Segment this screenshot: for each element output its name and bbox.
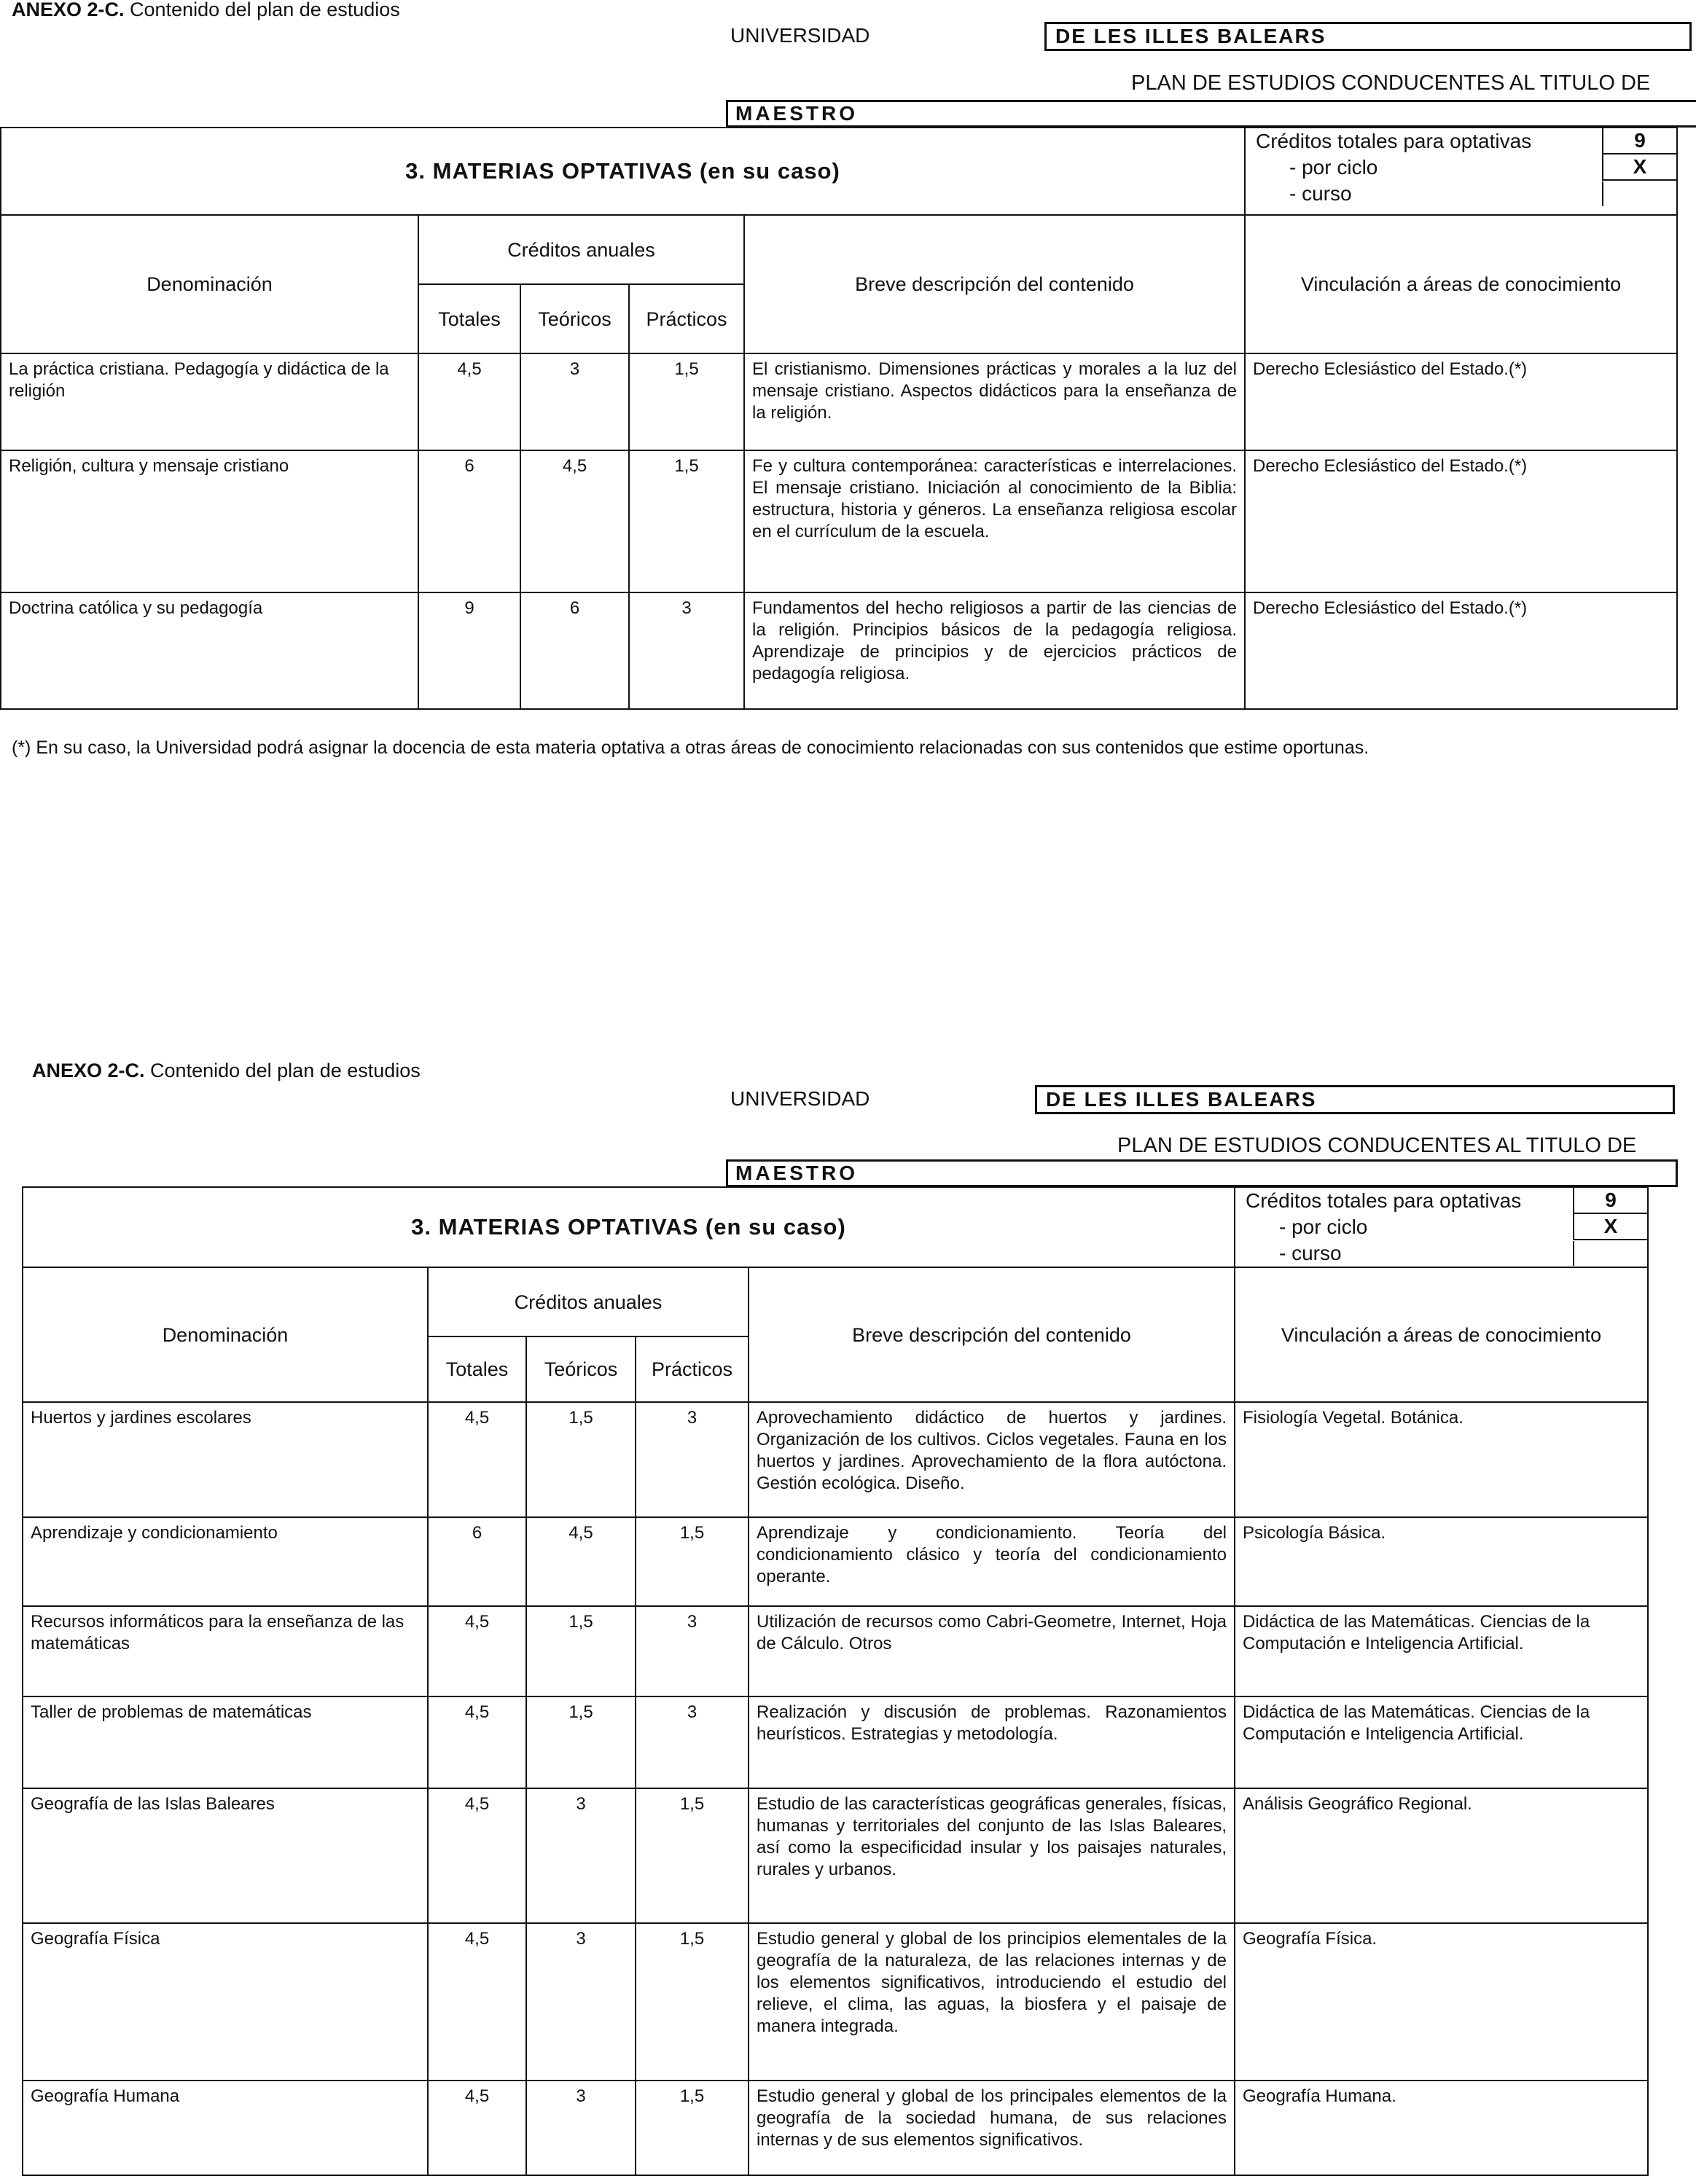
page-1 [0,0,1696,1049]
row-denominacion: Doctrina católica y su pedagogía [1,592,418,709]
row-descripcion: Aprovechamiento didáctico de huertos y jardines. Organización de los cultivos. Ciclos vegetales. Fauna en los huertos y jardines. Aprovechamiento de la flora autóctona. Gestión ecológica. Diseño. [749,1402,1235,1517]
creditos-totales-label: Créditos totales para optativas [1246,1189,1522,1212]
section-title: 3. MATERIAS OPTATIVAS (en su caso) [23,1187,1235,1267]
anexo-text: Contenido del plan de estudios [124,0,400,20]
col-totales: Totales [428,1336,526,1402]
universidad-label: UNIVERSIDAD [730,1087,870,1110]
creditos-totales-label: Créditos totales para optativas [1256,130,1532,152]
row-denominacion: Taller de problemas de matemáticas [23,1696,428,1788]
col-denominacion: Denominación [23,1267,428,1402]
row-practicos: 1,5 [629,450,744,592]
row-descripcion: Estudio general y global de los principios elementales de la geografía de la naturaleza, de las relaciones internas y de los elementos significativos, introduciendo el estudio del relieve, el clima, las aguas, la biosfera y el paisaje de manera integrada. [749,1923,1235,2081]
row-totales: 4,5 [428,1696,526,1788]
row-practicos: 1,5 [636,2081,749,2175]
row-totales: 4,5 [418,353,520,450]
row-vinculacion: Psicología Básica. [1235,1517,1648,1606]
row-descripcion: Utilización de recursos como Cabri-Geometre, Internet, Hoja de Cálculo. Otros [749,1606,1235,1696]
page-2 [0,1049,1696,2184]
creditos-box [1235,1187,1648,1267]
row-denominacion: Religión, cultura y mensaje cristiano [1,450,418,592]
optativas-table-2 [22,1186,1649,2176]
row-practicos: 3 [636,1696,749,1788]
col-practicos: Prácticos [629,284,744,353]
row-teoricos: 4,5 [520,450,629,592]
universidad-value: DE LES ILLES BALEARS [1044,22,1692,51]
col-vinculacion: Vinculación a áreas de conocimiento [1235,1267,1648,1402]
row-vinculacion: Análisis Geográfico Regional. [1235,1788,1648,1923]
col-teoricos: Teóricos [526,1336,636,1402]
table-row [23,1606,1648,1696]
por-ciclo-label: - por ciclo [1279,1216,1368,1238]
por-ciclo-value: X [1602,154,1676,181]
row-vinculacion: Fisiología Vegetal. Botánica. [1235,1402,1648,1517]
row-denominacion: La práctica cristiana. Pedagogía y didáctica de la religión [1,353,418,450]
table-row [23,1923,1648,2081]
row-teoricos: 3 [520,353,629,450]
anexo-label: ANEXO 2-C. [32,1060,145,1081]
anexo-heading [12,0,400,21]
col-vinculacion: Vinculación a áreas de conocimiento [1245,215,1677,353]
por-ciclo-value: X [1573,1214,1647,1240]
row-denominacion: Recursos informáticos para la enseñanza de las matemáticas [23,1606,428,1696]
row-teoricos: 4,5 [526,1517,636,1606]
row-teoricos: 3 [526,1788,636,1923]
col-practicos: Prácticos [636,1336,749,1402]
table-row [23,1517,1648,1606]
row-totales: 4,5 [428,2081,526,2175]
row-descripcion: Estudio de las características geográficas generales, físicas, humanas y territoriales del conjunto de las Islas Baleares, así como la especificidad insular y los paisajes naturales, rurales y urbanos. [749,1788,1235,1923]
row-descripcion: Fundamentos del hecho religiosos a partir de las ciencias de la religión. Principios básicos de la pedagogía religiosa. Aprendizaje de principios y de ejercicios prácticos de pedagogía religiosa. [744,592,1245,709]
row-descripcion: Fe y cultura contemporánea: características e interrelaciones. El mensaje cristiano. Iniciación al conocimiento de la Biblia: estructura, historia y géneros. La enseñanza religiosa escolar en el currículum de la escuela. [744,450,1245,592]
row-totales: 4,5 [428,1402,526,1517]
curso-value [1602,181,1676,206]
table-row [23,2081,1648,2175]
section-title: 3. MATERIAS OPTATIVAS (en su caso) [1,128,1245,215]
row-vinculacion: Didáctica de las Matemáticas. Ciencias de la Computación e Inteligencia Artificial. [1235,1696,1648,1788]
row-vinculacion: Geografía Física. [1235,1923,1648,2081]
row-vinculacion: Derecho Eclesiástico del Estado.(*) [1245,592,1677,709]
row-descripcion: El cristianismo. Dimensiones prácticas y morales a la luz del mensaje cristiano. Aspectos didácticos para la enseñanza de la religión. [744,353,1245,450]
row-descripcion: Realización y discusión de problemas. Razonamientos heurísticos. Estrategias y metodología. [749,1696,1235,1788]
row-practicos: 1,5 [636,1923,749,2081]
row-vinculacion: Derecho Eclesiástico del Estado.(*) [1245,450,1677,592]
plan-title-label: PLAN DE ESTUDIOS CONDUCENTES AL TITULO DE [1117,1134,1637,1157]
row-denominacion: Huertos y jardines escolares [23,1402,428,1517]
curso-value [1573,1241,1647,1266]
creditos-box [1245,128,1677,215]
table-row [23,1402,1648,1517]
row-denominacion: Aprendizaje y condicionamiento [23,1517,428,1606]
col-descripcion: Breve descripción del contenido [744,215,1245,353]
anexo-text: Contenido del plan de estudios [144,1060,421,1081]
row-teoricos: 3 [526,1923,636,2081]
titulo-value: MAESTRO [726,100,1696,128]
row-teoricos: 1,5 [526,1606,636,1696]
row-practicos: 1,5 [636,1517,749,1606]
por-ciclo-label: - por ciclo [1289,156,1378,179]
row-descripcion: Estudio general y global de los principales elementos de la geografía de la sociedad humana, de sus relaciones internas y de sus elementos significativos. [749,2081,1235,2175]
plan-title-label: PLAN DE ESTUDIOS CONDUCENTES AL TITULO DE [1131,71,1651,95]
table-row [23,1788,1648,1923]
row-practicos: 3 [629,592,744,709]
row-vinculacion: Didáctica de las Matemáticas. Ciencias de la Computación e Inteligencia Artificial. [1235,1606,1648,1696]
footnote: (*) En su caso, la Universidad podrá asignar la docencia de esta materia optativa a otras áreas de conocimiento relacionadas con sus contenidos que estime oportunas. [12,737,1369,758]
universidad-value: DE LES ILLES BALEARS [1035,1085,1675,1114]
row-denominacion: Geografía Humana [23,2081,428,2175]
col-creditos-anuales: Créditos anuales [428,1267,749,1336]
anexo-heading [32,1060,421,1082]
creditos-totales-value: 9 [1573,1188,1647,1214]
row-vinculacion: Geografía Humana. [1235,2081,1648,2175]
row-practicos: 1,5 [629,353,744,450]
row-vinculacion: Derecho Eclesiástico del Estado.(*) [1245,353,1677,450]
table-row [1,353,1677,450]
row-teoricos: 6 [520,592,629,709]
row-totales: 6 [428,1517,526,1606]
row-teoricos: 1,5 [526,1696,636,1788]
col-creditos-anuales: Créditos anuales [418,215,744,284]
universidad-label: UNIVERSIDAD [730,24,870,47]
col-totales: Totales [418,284,520,353]
row-denominacion: Geografía de las Islas Baleares [23,1788,428,1923]
row-totales: 4,5 [428,1606,526,1696]
row-totales: 4,5 [428,1923,526,2081]
row-denominacion: Geografía Física [23,1923,428,2081]
anexo-label: ANEXO 2-C. [12,0,125,20]
row-practicos: 1,5 [636,1788,749,1923]
row-totales: 4,5 [428,1788,526,1923]
row-totales: 6 [418,450,520,592]
col-teoricos: Teóricos [520,284,629,353]
optativas-table-1 [0,127,1678,710]
row-teoricos: 3 [526,2081,636,2175]
curso-label: - curso [1279,1242,1342,1264]
row-descripcion: Aprendizaje y condicionamiento. Teoría del condicionamiento clásico y teoría del condicionamiento operante. [749,1517,1235,1606]
col-denominacion: Denominación [1,215,418,353]
curso-label: - curso [1289,182,1352,205]
row-practicos: 3 [636,1606,749,1696]
row-practicos: 3 [636,1402,749,1517]
table-row [1,592,1677,709]
row-teoricos: 1,5 [526,1402,636,1517]
table-row [23,1696,1648,1788]
creditos-totales-value: 9 [1602,128,1676,154]
table-row [1,450,1677,592]
row-totales: 9 [418,592,520,709]
titulo-value: MAESTRO [726,1159,1678,1187]
col-descripcion: Breve descripción del contenido [749,1267,1235,1402]
